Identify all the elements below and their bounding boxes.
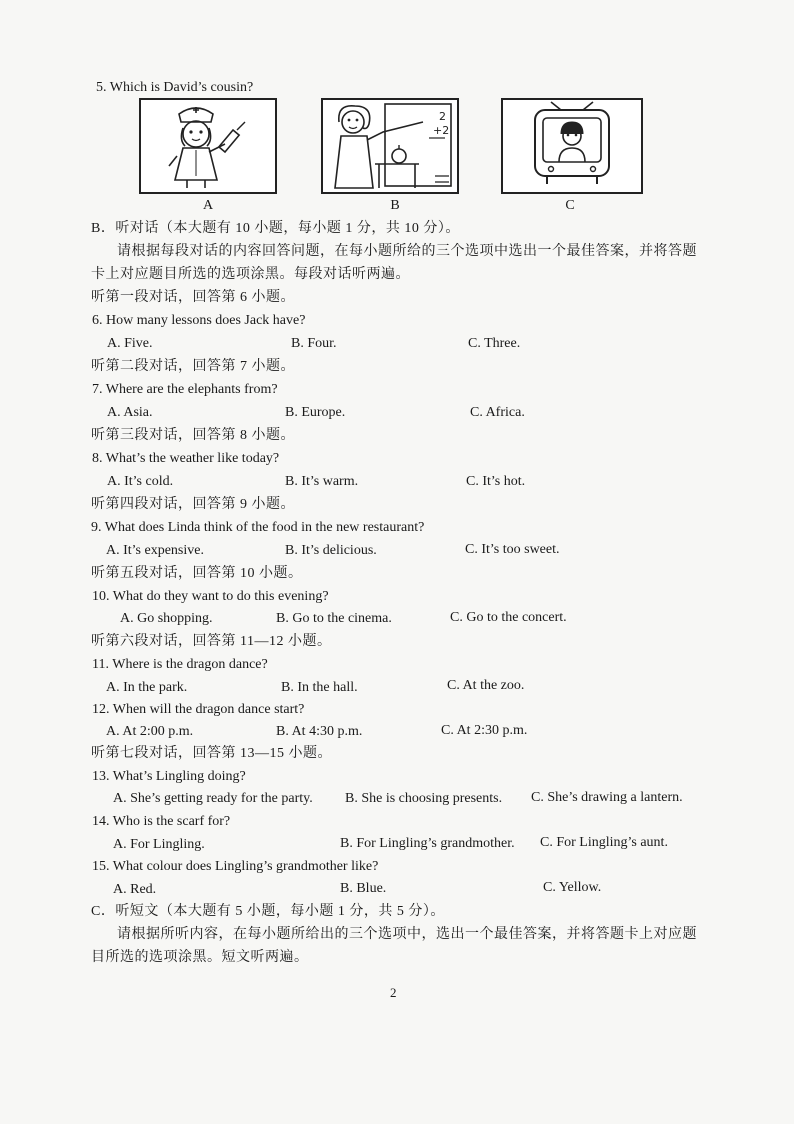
q10-question: 10. What do they want to do this evening? — [92, 589, 329, 604]
picture-c-label: C — [565, 198, 575, 213]
q14-question: 14. Who is the scarf for? — [92, 814, 231, 829]
picture-a — [139, 98, 277, 194]
picture-b — [321, 98, 459, 194]
q6-option-a: A. Five. — [107, 336, 153, 351]
picture-c — [501, 98, 643, 194]
q5-question: 5. Which is David’s cousin? — [96, 80, 254, 95]
q7-question: 7. Where are the elephants from? — [92, 382, 278, 397]
section-c-instruction-line2: 目所选的选项涂黑。短文听两遍。 — [91, 950, 309, 965]
dialogue-group-1: 听第一段对话，回答第 6 小题。 — [91, 290, 295, 305]
dialogue-group-4: 听第四段对话，回答第 9 小题。 — [91, 497, 295, 512]
q6-option-b: B. Four. — [291, 336, 337, 351]
picture-b-label: B — [390, 198, 400, 213]
svg-text:2: 2 — [439, 110, 446, 123]
section-b-instruction-line2: 卡上对应题目所选的选项涂黑。每段对话听两遍。 — [91, 267, 410, 282]
teacher-at-blackboard-icon — [323, 100, 457, 192]
q15-option-b: B. Blue. — [340, 881, 387, 896]
dialogue-group-3: 听第三段对话，回答第 8 小题。 — [91, 428, 295, 443]
q8-option-a: A. It’s cold. — [107, 474, 174, 489]
q7-option-b: B. Europe. — [285, 405, 346, 420]
q14-option-a: A. For Lingling. — [113, 837, 205, 852]
person-on-tv-icon — [503, 100, 641, 192]
q12-option-b: B. At 4:30 p.m. — [276, 724, 363, 739]
dialogue-group-6: 听第六段对话，回答第 11—12 小题。 — [91, 634, 332, 649]
q14-option-c: C. For Lingling’s aunt. — [540, 835, 668, 850]
dialogue-group-2: 听第二段对话，回答第 7 小题。 — [91, 359, 295, 374]
q10-option-c: C. Go to the concert. — [450, 610, 567, 625]
dialogue-group-5: 听第五段对话，回答第 10 小题。 — [91, 566, 303, 581]
q9-question: 9. What does Linda think of the food in the new restaurant? — [91, 520, 425, 535]
q12-option-a: A. At 2:00 p.m. — [106, 724, 194, 739]
q11-question: 11. Where is the dragon dance? — [92, 657, 268, 672]
q6-question: 6. How many lessons does Jack have? — [92, 313, 306, 328]
q11-option-b: B. In the hall. — [281, 680, 358, 695]
q11-option-c: C. At the zoo. — [447, 678, 525, 693]
q9-option-b: B. It’s delicious. — [285, 543, 377, 558]
section-b-instruction-line1: 请根据每段对话的内容回答问题，在每小题所给的三个选项中选出一个最佳答案，并将答题 — [117, 244, 697, 259]
q15-option-c: C. Yellow. — [543, 880, 602, 895]
q7-option-a: A. Asia. — [107, 405, 153, 420]
nurse-with-syringe-icon — [141, 100, 275, 192]
q13-option-c: C. She’s drawing a lantern. — [531, 790, 683, 805]
page-number: 2 — [390, 985, 397, 1000]
q12-option-c: C. At 2:30 p.m. — [441, 723, 528, 738]
q6-option-c: C. Three. — [468, 336, 521, 351]
q15-option-a: A. Red. — [113, 882, 157, 897]
q8-question: 8. What’s the weather like today? — [92, 451, 280, 466]
section-b-heading: B．听对话（本大题有 10 小题，每小题 1 分，共 10 分）。 — [91, 221, 460, 236]
q15-question: 15. What colour does Lingling’s grandmother like? — [92, 859, 379, 874]
svg-text:+2: +2 — [433, 124, 450, 137]
section-c-instruction-line1: 请根据所听内容，在每小题所给出的三个选项中，选出一个最佳答案，并将答题卡上对应题 — [117, 927, 697, 942]
q11-option-a: A. In the park. — [106, 680, 188, 695]
q13-question: 13. What’s Lingling doing? — [92, 769, 246, 784]
q10-option-b: B. Go to the cinema. — [276, 611, 392, 626]
q8-option-c: C. It’s hot. — [466, 474, 526, 489]
q12-question: 12. When will the dragon dance start? — [92, 702, 305, 717]
q14-option-b: B. For Lingling’s grandmother. — [340, 836, 515, 851]
q9-option-c: C. It’s too sweet. — [465, 542, 560, 557]
picture-a-label: A — [202, 198, 214, 213]
q7-option-c: C. Africa. — [470, 405, 525, 420]
q9-option-a: A. It’s expensive. — [106, 543, 204, 558]
q13-option-b: B. She is choosing presents. — [345, 791, 503, 806]
q10-option-a: A. Go shopping. — [120, 611, 213, 626]
q13-option-a: A. She’s getting ready for the party. — [113, 791, 313, 806]
dialogue-group-7: 听第七段对话，回答第 13—15 小题。 — [91, 746, 332, 761]
q8-option-b: B. It’s warm. — [285, 474, 359, 489]
section-c-heading: C．听短文（本大题有 5 小题，每小题 1 分，共 5 分）。 — [91, 904, 445, 919]
